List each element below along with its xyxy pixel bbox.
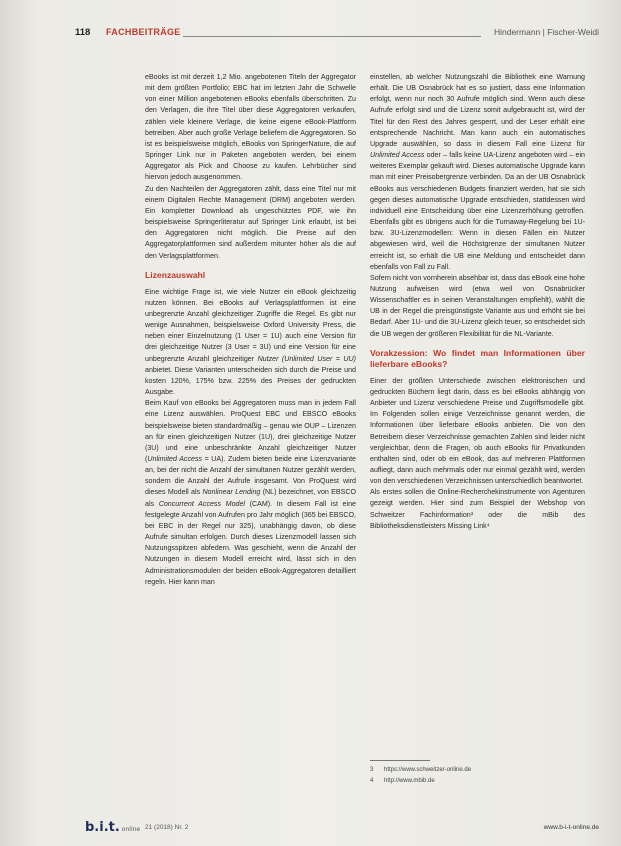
footnote-link[interactable]: https://www.schweitzer-online.de bbox=[384, 767, 472, 773]
footnote: 3 https://www.schweitzer-online.de bbox=[370, 767, 472, 773]
paragraph: Beim Kauf von eBooks bei Aggregatoren muss man in jedem Fall eine Lizenz auswählen. ProQuest EBC und EBSCO eBooks beispielsweise bieten standardmäßig – genau wie OUP – Lizenzen an für einen gleichzeitigen Nutzer (1U), drei gleichzeitige Nutzer (3U) und eine unbeschränkte Anzahl gleichzeitiger Nutzer (Unlimited Access = UA). Zudem bieten beide eine Lizenzvariante an, bei der nicht die Anzahl der simultanen Nutzer gezählt werden, sondern die Anzahl der Aufrufe insgesamt. Von ProQuest wird dieses Modell als Nonlinear Lending (NL) bezeichnet, von EBSCO als Concurrent Access Model (CAM). In diesem Fall ist eine festgelegte Anzahl von Aufrufen pro Jahr möglich (365 bei EBSCO, bei EBC in der Regel nur 325), unabhängig davon, ob diese Aufrufe simultan erfolgen. Durch dieses Lizenzmodell lassen sich Nutzungsspitzen abfedern. Was geschieht, wenn die Anzahl der Nutzungen in diesem Modell erreicht wird, lässt sich in den Administrationsmodulen der beiden eBook-Aggregatoren detailliert regeln. Hier kann man bbox=[145, 399, 357, 586]
journal-logo: b.i.t. online bbox=[85, 820, 141, 835]
left-column bbox=[145, 72, 356, 588]
paragraph: Zu den Nachteilen der Aggregatoren zählt, dass eine Titel nur mit einem Digitalen Rechte Management (DRM) angeboten werden. Ein kompletter Download als ungeschütztes PDF, wie ihn beispielsweise Springerliteratur auf Springer Link erlaubt, ist bei den Aggregatoren nicht möglich. Die Preise auf den Aggregatorplattformen sind außerdem mitunter höher als die auf den Verlagsplattformen. bbox=[145, 184, 356, 260]
page-header bbox=[75, 27, 599, 41]
paragraph: einstellen, ab welcher Nutzungszahl die Bibliothek eine Warnung erhält. Die UB Osnabrück hat es so justiert, dass eine Information erfolgt, wenn nur noch 30 Aufrufe möglich sind. Wenn auch diese Aufrufe erfolgt sind und die Lizenz somit aufgebraucht ist, wird der Titel für den Rest des Jahres gesperrt, und der Leser erhält eine entsprechende Nachricht. Man kann auch ein automatisches Upgrade auswählen, so dass in diesem Fall eine Lizenz für Unlimited Access oder – falls keine UA-Lizenz angeboten wird – ein weiteres Exemplar gekauft wird. Dieses automatische Upgrade kann man mit einer Preisobergrenze verbinden. Da an der UB Osnabrück eBooks aus verschiedenen Budgets finanziert werden, hat sie sich gegen dieses automatische Upgrade entschieden, stattdessen wird individuell eine Entscheidung über eine Lizenzerhöhung getroffen. Ebenfalls gibt es übrigens auch für die Turnaway-Regelung bei 1U- bzw. 3U-Lizenzmodellen: Wenn in diesen Fällen ein Nutzer abgewiesen wird, weil die Höchstgrenze der simultanen Nutzer erreicht ist, so erhält die UB eine Meldung und entscheidet dann ebenfalls von Fall zu Fall. bbox=[370, 73, 585, 271]
footnote-rule bbox=[370, 760, 430, 761]
section-heading: Vorakzession: Wo findet man Informationen über lieferbare eBooks? bbox=[370, 347, 585, 369]
issue-info: 21 (2018) Nr. 2 bbox=[145, 824, 189, 831]
page-footer bbox=[85, 820, 599, 836]
section-heading: Lizenzauswahl bbox=[145, 269, 206, 280]
paragraph: Sofern nicht von vornherein absehbar ist, dass das eBook eine hohe Nutzung aufweisen wird (etwa weil von Osnabrücker Wissenschaftler es in seinen Veranstaltungen empfiehlt), wählt die UB in der Regel die preisgünstigste Variante aus und erhöht sie bei Bedarf. Aber 1U- und die 3U-Lizenz gleich teuer, so entscheidet sich die UB wegen der größeren Flexibilität für die NL-Variante. bbox=[370, 273, 585, 338]
footnote-link[interactable]: http://www.mbib.de bbox=[384, 778, 435, 784]
right-column bbox=[370, 72, 585, 532]
footnote: 4 http://www.mbib.de bbox=[370, 778, 435, 784]
section-title: FACHBEITRÄGE bbox=[106, 27, 181, 37]
paragraph: Als erstes sollen die Online-Recherchekinstrumente von Agenturen gezeigt werden. Hier sind zum Beispiel der Webshop von Schweitzer Fachinformation³ oder die mBib des Bibliotheksdienstleisters Missing Link⁴ bbox=[370, 488, 585, 530]
page-number: 118 bbox=[75, 27, 91, 38]
header-authors: Hindermann | Fischer-Weidi bbox=[493, 27, 599, 37]
paragraph: eBooks ist mit derzeit 1,2 Mio. angebotenen Titeln der Aggregator mit dem größten Portfolio; EBC hat im letzten Jahr die Schwelle von einer Million angebotenen eBooks ebenfalls überschritten. Zu den Verlagen, die ihre Titel über diese Aggregatoren verkaufen, zählen viele kleinere Verlage, die keine eigene eBook-Plattform betreiben. Aber auch große Verlage beliefern die Aggregatoren. So ist es beispielsweise möglich, eBooks von SpringerNature, die auf Springer Link nur in Paketen angeboten werden, bei einem Aggregator als Pick and Choose zu kaufen. Lehrbücher sind hiervon jedoch ausgenommen. bbox=[145, 73, 356, 182]
footer-url[interactable]: www.b-i-t-online.de bbox=[543, 824, 599, 831]
paragraph: Eine wichtige Frage ist, wie viele Nutzer ein eBook gleichzeitig nutzen können. Bei eBooks auf Verlagsplattformen ist eine unbegrenzte Anzahl gleichzeitiger Zugriffe die Regel. Es gibt nur wenige Ausnahmen, beispielsweise Oxford University Press, die neben einer Einzelnutzung (1 User = 1U) auch eine Version für drei gleichzeitige Nutzer (3 User = 3U) und eine Version für eine unbegrenzte Anzahl gleichzeitiger Nutzer (Unlimited User = UU) anbietet. Diese Varianten unterscheiden sich durch die Preise und kosten 120%, 175% bzw. 225% des Preises der gedruckten Ausgabe. bbox=[145, 287, 356, 397]
paragraph: Einer der größten Unterschiede zwischen elektronischen und gedruckten Büchern liegt darin, dass es bei eBooks abhängig von Anbieter und Lizenz verschiedene Preise und Zugriffsmodelle gibt. Im Folgenden sollen einige Verzeichnisse genannt werden, die Informationen über lieferbare eBooks anbieten. Die von den Betreibern dieser Verzeichnisse gemachten Zahlen sind leider nicht vergleichbar, denn die Fragen, ob auch eBooks für Privatkunden enthalten sind, oder ob ein eBook, das auf mehreren Plattformen aufliegt, dann auch mehrmals oder nur einmal gezählt wird, werden von den verschiedenen Verzeichnissen unterschiedlich beantwortet. bbox=[370, 376, 585, 486]
header-rule bbox=[183, 36, 481, 37]
